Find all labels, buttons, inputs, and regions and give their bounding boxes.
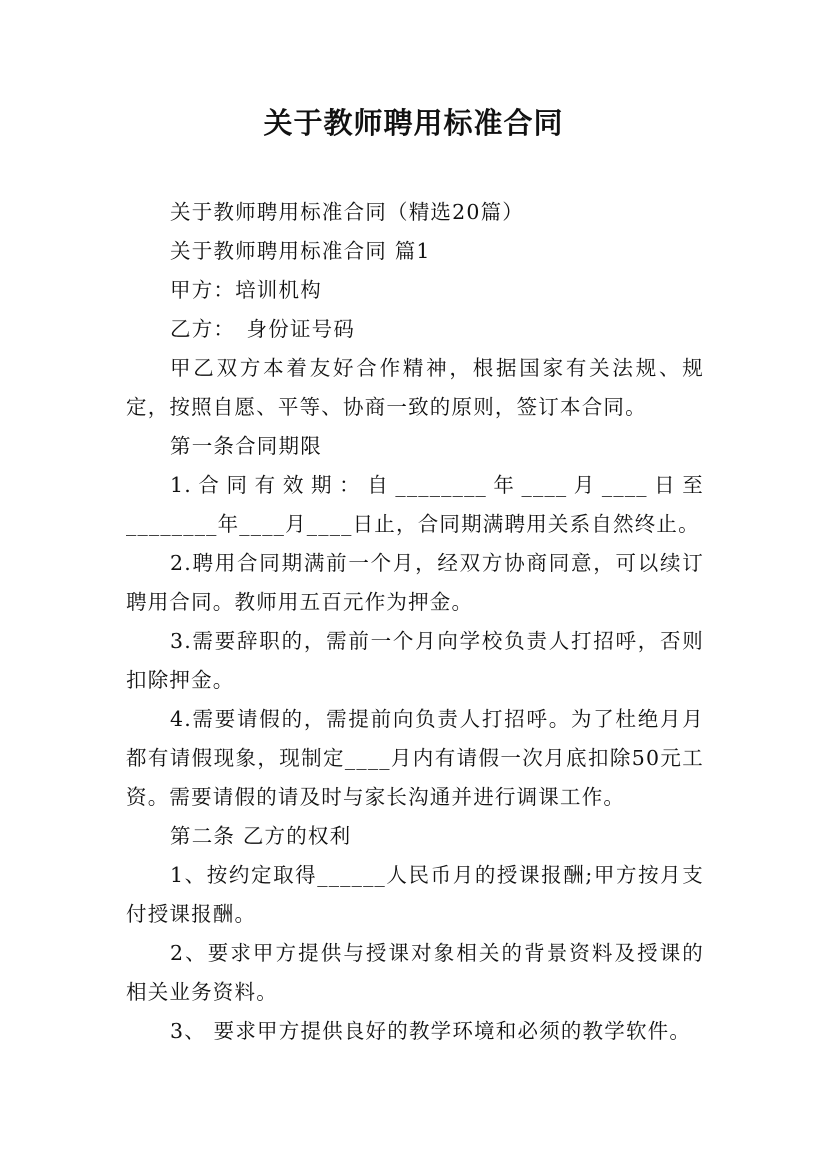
paragraph-article-1-heading: 第一条合同期限 xyxy=(170,434,322,458)
paragraph-party-a: 甲方：培训机构 xyxy=(170,278,322,302)
paragraph-clause-1-4: 4.需要请假的，需提前向负责人打招呼。为了杜绝月月都有请假现象，现制定____月内有请假一次月底扣除50元工资。需要请假的请及时与家长沟通并进行调课工作。 xyxy=(126,707,704,809)
paragraph-clause-1-1: 1.合同有效期：自________年____月____日至________年____月____日止，合同期满聘用关系自然终止。 xyxy=(126,473,704,536)
paragraph-clause-2-1: 1、按约定取得______人民币月的授课报酬;甲方按月支付授课报酬。 xyxy=(126,863,704,926)
paragraph-clause-2-2: 2、要求甲方提供与授课对象相关的背景资料及授课的相关业务资料。 xyxy=(126,941,704,1004)
paragraph-clause-1-2: 2.聘用合同期满前一个月，经双方协商同意，可以续订聘用合同。教师用五百元作为押金。 xyxy=(126,551,704,614)
paragraph-party-b: 乙方： 身份证号码 xyxy=(170,317,356,341)
paragraph-subtitle: 关于教师聘用标准合同（精选20篇） xyxy=(170,200,524,224)
paragraph-clause-2-3: 3、 要求甲方提供良好的教学环境和必须的教学软件。 xyxy=(170,1019,692,1043)
document-body xyxy=(126,193,704,1051)
paragraph-section-heading: 关于教师聘用标准合同 篇1 xyxy=(170,239,431,263)
paragraph-clause-1-3: 3.需要辞职的，需前一个月向学校负责人打招呼，否则扣除押金。 xyxy=(126,629,704,692)
paragraph-preamble: 甲乙双方本着友好合作精神，根据国家有关法规、规定，按照自愿、平等、协商一致的原则，签订本合同。 xyxy=(126,356,704,419)
paragraph-article-2-heading: 第二条 乙方的权利 xyxy=(170,824,352,848)
document-title: 关于教师聘用标准合同 xyxy=(263,106,564,140)
